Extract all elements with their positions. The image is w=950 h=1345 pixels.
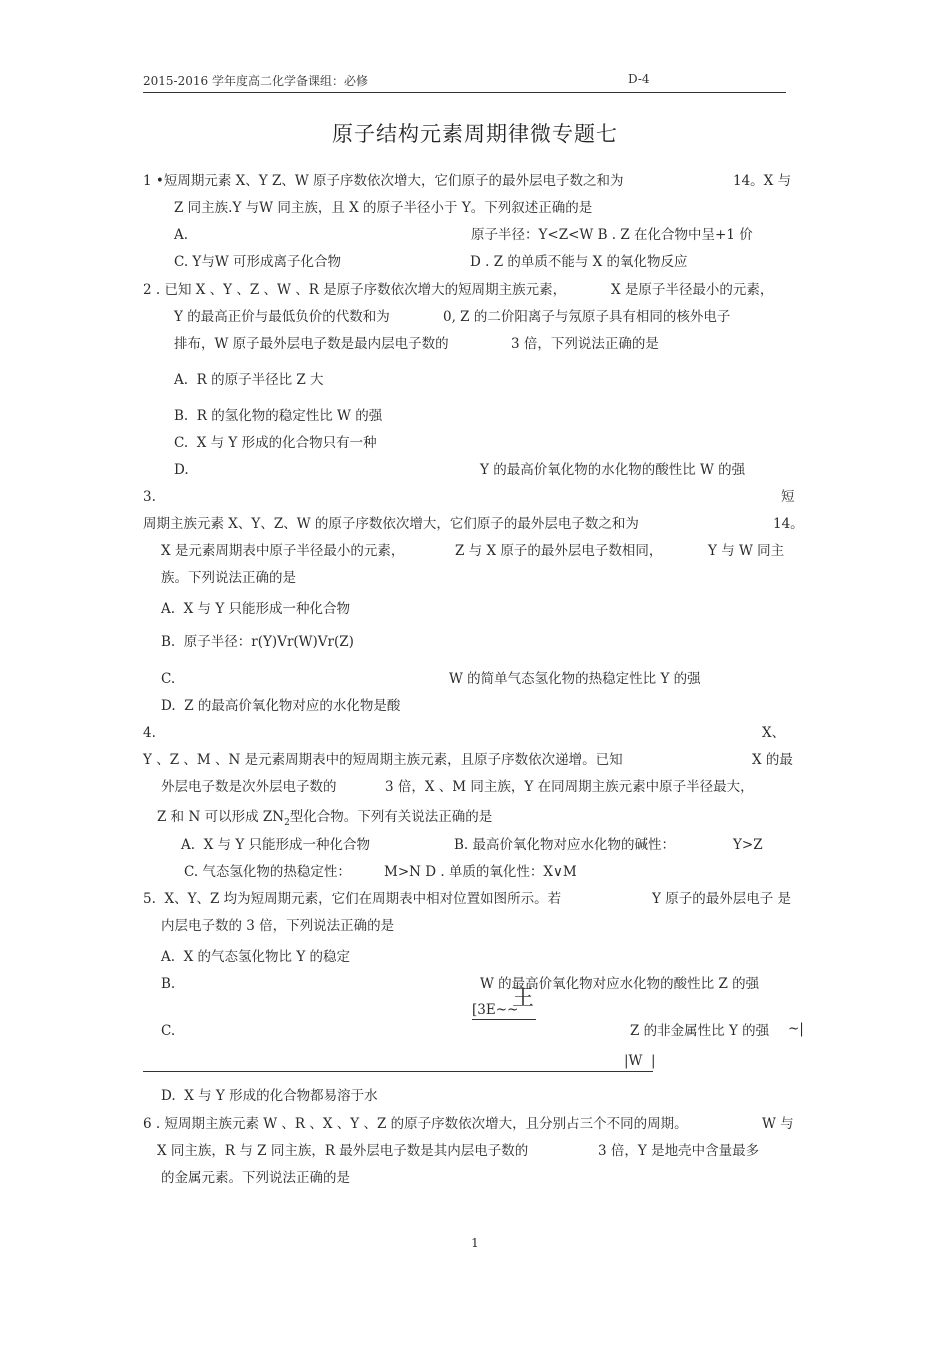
q4-stem-line3 [157, 809, 492, 827]
q2-option-d-label: D. [174, 462, 189, 478]
q1-option-a-label: A. [174, 227, 189, 243]
q2-option-a: A. R 的原子半径比 Z 大 [174, 372, 324, 388]
q4-stem-line1-end: X 的最 [752, 752, 793, 768]
q2-option-b: B. R 的氢化物的稳定性比 W 的强 [174, 408, 383, 424]
q3-option-c: W 的简单气态氢化物的热稳定性比 Y 的强 [449, 671, 701, 687]
q4-stem-line2-end: 3 倍，X 、M 同主族，Y 在同周期主族元素中原子半径最大， [385, 779, 754, 795]
q5-stem-line1: 5. X、Y、Z 均为短周期元素，它们在周期表中相对位置如图所示。若 [143, 891, 562, 907]
q3-option-a: A. X 与 Y 只能形成一种化合物 [161, 601, 351, 617]
q4-stem-line3-rest: 型化合物。下列有关说法正确的是 [289, 809, 493, 825]
figure-top-rule [472, 1019, 536, 1020]
q4-formula-subscript: 2 [284, 818, 290, 828]
q6-stem-line1: 6 . 短周期主族元素 W 、R 、X 、Y 、Z 的原子序数依次增大，且分别占三个不同的周期。 [143, 1116, 688, 1132]
q4-number: 4. [143, 725, 156, 741]
q3-stem-line1-end: 14。 [773, 516, 804, 532]
q3-stem-line2: X 是元素周期表中原子半径最小的元素， [161, 543, 405, 559]
header-rule [143, 92, 786, 93]
page-title: 原子结构元素周期律微专题七 [332, 122, 618, 146]
q5-option-b-label: B. [161, 976, 176, 992]
q2-stem-line3-end: 3 倍，下列说法正确的是 [511, 336, 659, 352]
q5-option-b: W 的最高价氧化物对应水化物的酸性比 Z 的强 [480, 976, 760, 992]
q4-formula-text: Z 和 N 可以形成 ZN [157, 809, 285, 825]
q1-option-d: D . Z 的单质不能与 X 的氧化物反应 [470, 254, 688, 270]
q5-option-c: Z 的非金属性比 Y 的强 [630, 1023, 770, 1039]
q3-stem-line2-end: Y 与 W 同主 [708, 543, 785, 559]
q3-option-c-label: C. [161, 671, 176, 687]
q3-number: 3. [143, 489, 156, 505]
q5-option-a: A. X 的气态氢化物比 Y 的稳定 [161, 949, 351, 965]
q2-stem-line1-end: X 是原子半径最小的元素， [611, 282, 774, 298]
q1-stem-line1: 1 •短周期元素 X、Y Z、W 原子序数依次增大，它们原子的最外层电子数之和为 [143, 173, 624, 189]
q5-stem-line2: 内层电子数的 3 倍，下列说法正确的是 [161, 918, 395, 934]
q3-option-b: B. 原子半径：r(Y)Vr(W)Vr(Z) [161, 634, 354, 650]
q4-option-a: A. X 与 Y 只能形成一种化合物 [181, 837, 371, 853]
q3-stem-line1: 周期主族元素 X、Y、Z、W 的原子序数依次增大，它们原子的最外层电子数之和为 [143, 516, 639, 532]
q4-option-c-d: M>N D . 单质的氧化性：X∨M [384, 864, 577, 880]
q1-stem-line2: Z 同主族.Y 与W 同主族，且 X 的原子半径小于 Y。下列叙述正确的是 [174, 200, 593, 216]
q2-stem-line3: 排布，W 原子最外层电子数是最内层电子数的 [174, 336, 449, 352]
q4-stem-line2: 外层电子数是次外层电子数的 [161, 779, 337, 795]
q3-stem-line2-mid: Z 与 X 原子的最外层电子数相同， [455, 543, 663, 559]
q4-option-c: C. 气态氢化物的热稳定性： [184, 864, 351, 880]
q6-stem-line2-end: 3 倍，Y 是地壳中含量最多 [598, 1143, 760, 1159]
q2-option-c: C. X 与 Y 形成的化合物只有一种 [174, 435, 377, 451]
q1-stem-line1-end: 14。X 与 [733, 173, 792, 189]
q4-stem-line1: Y 、Z 、M 、N 是元素周期表中的短周期主族元素，且原子序数依次递增。已知 [143, 752, 623, 768]
q6-stem-line2: X 同主族，R 与 Z 同主族，R 最外层电子数是其内层电子数的 [157, 1143, 529, 1159]
q2-option-d: Y 的最高价氧化物的水化物的酸性比 W 的强 [480, 462, 746, 478]
q3-option-d: D. Z 的最高价氧化物对应的水化物是酸 [161, 698, 401, 714]
page-number: 1 [471, 1236, 479, 1250]
q1-option-a-b: 原子半径：Y<Z<W B . Z 在化合物中呈+1 价 [471, 227, 753, 243]
figure-cell-top-right: 王 [512, 986, 535, 1011]
q4-stem-start: X、 [762, 725, 786, 741]
q4-option-b-end: Y>Z [733, 837, 763, 853]
q6-stem-line1-end: W 与 [762, 1116, 794, 1132]
q2-stem-line1: 2 . 已知 X 、Y 、Z 、W 、R 是原子序数依次增大的短周期主族元素， [143, 282, 567, 298]
q1-option-c: C. Y与W 可形成离子化合物 [174, 254, 342, 270]
q2-stem-line2-end: 0, Z 的二价阳离子与氖原子具有相同的核外电子 [443, 309, 731, 325]
figure-bottom-rule [143, 1071, 653, 1072]
q2-stem-line2: Y 的最高正价与最低负价的代数和为 [174, 309, 390, 325]
q6-stem-line3: 的金属元素。下列说法正确的是 [161, 1170, 350, 1186]
q5-option-c-label: C. [161, 1023, 176, 1039]
q3-stem-line3: 族。下列说法正确的是 [161, 570, 296, 586]
header-left: 2015-2016 学年度高二化学备课组：必修 [143, 74, 368, 88]
figure-cell-mid-right: ~| [788, 1021, 804, 1037]
q4-option-b: B. 最高价氧化物对应水化物的碱性： [454, 837, 676, 853]
q3-stem-start: 短 [781, 489, 795, 505]
q5-option-d: D. X 与 Y 形成的化合物都易溶于水 [161, 1088, 378, 1104]
header-right: D-4 [628, 72, 650, 86]
q5-stem-line1-end: Y 原子的最外层电子 是 [652, 891, 791, 907]
figure-cell-top-left: [3E~~ [472, 1002, 519, 1018]
figure-cell-bottom: |W | [624, 1053, 656, 1069]
